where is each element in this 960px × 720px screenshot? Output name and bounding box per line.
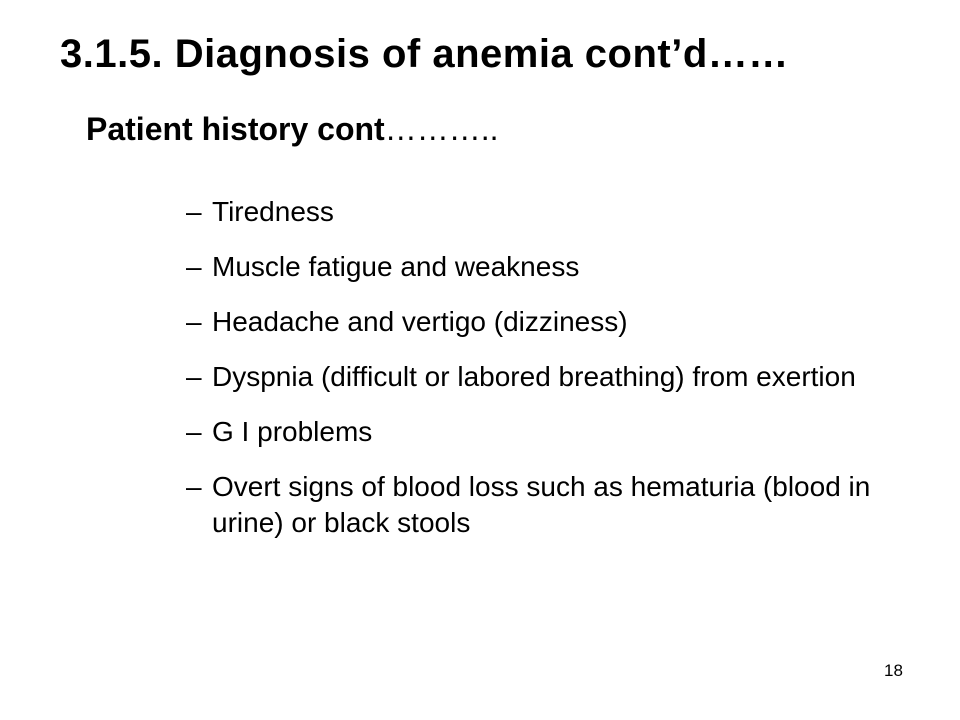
subtitle-label: Patient history cont	[86, 111, 385, 147]
dash-bullet: –	[186, 196, 202, 227]
list-item-text: Headache and vertigo (dizziness)	[212, 306, 628, 337]
dash-bullet: –	[186, 361, 202, 392]
list-item	[186, 359, 906, 395]
list-item	[186, 469, 906, 541]
list-item	[186, 194, 906, 230]
list-item-text: G I problems	[212, 416, 373, 447]
subtitle-ellipsis: ………..	[384, 111, 499, 147]
dash-bullet: –	[186, 471, 202, 502]
symptom-list	[186, 194, 906, 560]
slide-title: 3.1.5. Diagnosis of anemia cont’d……	[60, 32, 789, 76]
dash-bullet: –	[186, 416, 202, 447]
list-item	[186, 249, 906, 285]
dash-bullet: –	[186, 306, 202, 337]
page-number: 18	[884, 661, 903, 680]
list-item-text: Tiredness	[212, 196, 334, 227]
list-item-text: Muscle fatigue and weakness	[212, 251, 580, 282]
list-item	[186, 414, 906, 450]
subtitle	[86, 110, 498, 148]
list-item-text: Overt signs of blood loss such as hematuria (blood in urine) or black stools	[212, 471, 871, 538]
list-item-text: Dyspnia (difficult or labored breathing) from exertion	[212, 361, 856, 392]
dash-bullet: –	[186, 251, 202, 282]
list-item	[186, 304, 906, 340]
